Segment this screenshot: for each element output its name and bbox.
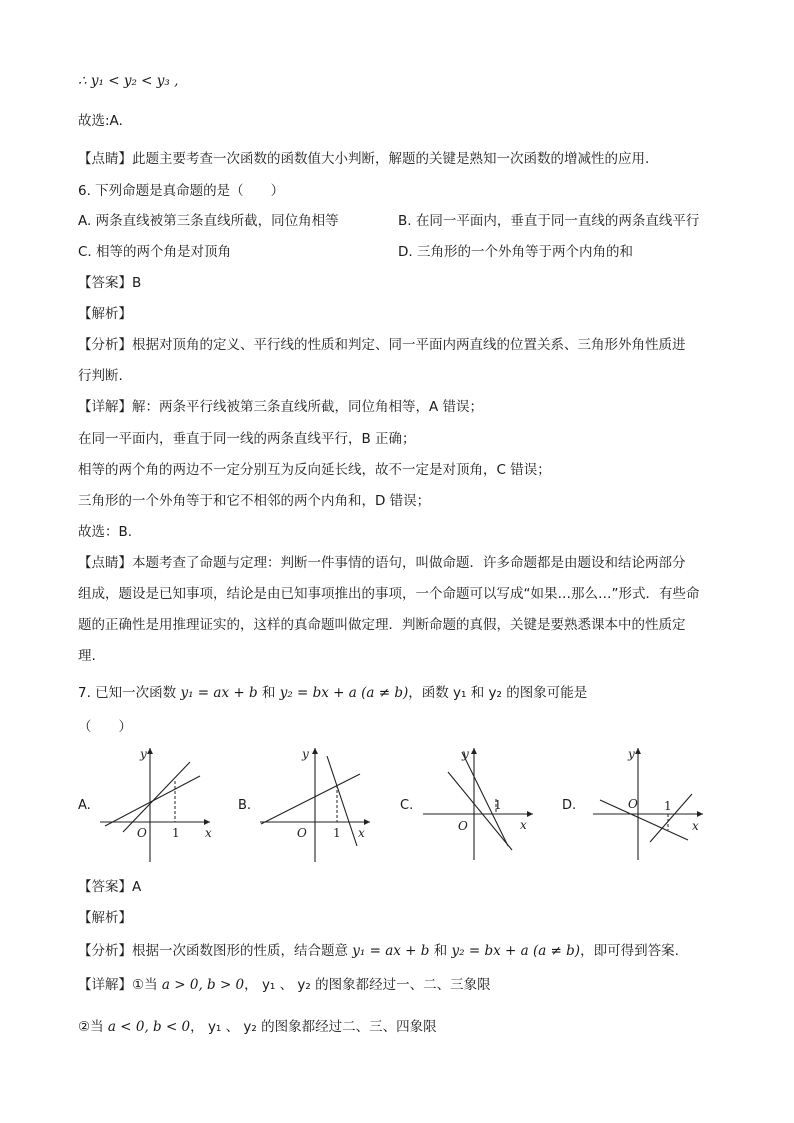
q6-analysis-head: 【解析】 bbox=[78, 306, 132, 322]
q7-func1: y₁ = ax + b bbox=[180, 685, 258, 701]
dianjing-note: 【点睛】此题主要考查一次函数的函数值大小判断，解题的关键是熟知一次函数的增减性的应用. bbox=[78, 151, 650, 167]
q7-answer: 【答案】A bbox=[78, 879, 142, 895]
origin-label: O bbox=[137, 826, 147, 840]
q6-dianjing-1: 【点睛】本题考查了命题与定理：判断一件事情的语句，叫做命题．许多命题都是由题设和结论两部分 bbox=[78, 555, 686, 571]
line-y1 bbox=[600, 800, 688, 840]
y-label: y bbox=[302, 747, 309, 761]
q7-detail-1-cond: a > 0, b > 0 bbox=[161, 977, 245, 993]
x-label: x bbox=[358, 826, 365, 840]
q6-detail-4: 三角形的一个外角等于和它不相邻的两个内角和，D 错误； bbox=[78, 493, 431, 509]
graph-b bbox=[255, 742, 375, 864]
q6-option-c: C. 相等的两个角是对顶角 bbox=[78, 244, 232, 260]
q6-option-a: A. 两条直线被第三条直线所截，同位角相等 bbox=[78, 213, 339, 229]
q7-stem bbox=[78, 684, 587, 702]
tick-one-label: 1 bbox=[494, 798, 502, 812]
origin-label: O bbox=[297, 826, 307, 840]
q6-detail-1: 【详解】解：两条平行线被第三条直线所截，同位角相等，A 错误； bbox=[78, 399, 484, 415]
tick-one-label: 1 bbox=[172, 826, 180, 840]
q7-detail-2 bbox=[78, 1018, 437, 1036]
x-label: x bbox=[520, 818, 527, 832]
q7-stem-pre: 7. 已知一次函数 bbox=[78, 685, 181, 701]
q6-fenxi-2: 行判断. bbox=[78, 368, 123, 384]
q7-paren: （ ） bbox=[78, 719, 132, 735]
q7-fenxi bbox=[78, 942, 679, 960]
line-y1 bbox=[448, 772, 512, 850]
tick-one-label: 1 bbox=[664, 799, 672, 813]
q6-fenxi-1: 【分析】根据对顶角的定义、平行线的性质和判定、同一平面内两直线的位置关系、三角形外角性质进 bbox=[78, 337, 686, 353]
origin-label: O bbox=[628, 797, 638, 811]
q7-fenxi-post: ，即可得到答案. bbox=[580, 943, 679, 959]
q6-option-d: D. 三角形的一个外角等于两个内角的和 bbox=[398, 244, 633, 260]
q6-detail-2: 在同一平面内，垂直于同一线的两条直线平行，B 正确； bbox=[78, 431, 416, 447]
q7-detail-2-pre: ②当 bbox=[78, 1019, 108, 1035]
q7-detail-1 bbox=[78, 976, 491, 994]
q7-detail-2-post: ， y₁ 、 y₂ 的图象都经过二、三、四象限 bbox=[190, 1019, 437, 1035]
q7-detail-1-post: ， y₁ 、 y₂ 的图象都经过一、二、三象限 bbox=[244, 977, 491, 993]
graph-d-label: D. bbox=[562, 798, 577, 813]
graph-c-label: C. bbox=[400, 798, 414, 813]
x-label: x bbox=[692, 819, 699, 833]
y-label: y bbox=[140, 747, 147, 761]
q7-fenxi-and: 和 bbox=[429, 943, 452, 959]
y-label: y bbox=[462, 747, 469, 761]
line-y2 bbox=[327, 756, 357, 846]
graph-a-label: A. bbox=[78, 798, 91, 813]
origin-label: O bbox=[458, 819, 468, 833]
q6-option-b: B. 在同一平面内，垂直于同一直线的两条直线平行 bbox=[398, 213, 700, 229]
q7-fenxi-pre: 【分析】根据一次函数图形的性质，结合题意 bbox=[78, 943, 353, 959]
q7-fenxi-f2: y₂ = bx + a (a ≠ b) bbox=[451, 943, 581, 959]
q7-fenxi-f1: y₁ = ax + b bbox=[352, 943, 430, 959]
graph-d bbox=[588, 742, 708, 864]
q7-analysis-head: 【解析】 bbox=[78, 910, 132, 926]
x-label: x bbox=[205, 826, 212, 840]
q7-stem-post: ，函数 y₁ 和 y₂ 的图象可能是 bbox=[408, 685, 588, 701]
graph-a bbox=[95, 742, 215, 864]
q6-dianjing-4: 理. bbox=[78, 648, 96, 664]
q6-answer: 【答案】B bbox=[78, 275, 142, 291]
q7-detail-2-cond: a < 0, b < 0 bbox=[107, 1019, 191, 1035]
y-label: y bbox=[628, 747, 635, 761]
q6-detail-5: 故选：B. bbox=[78, 524, 133, 540]
graph-c bbox=[418, 742, 538, 864]
tick-one-label: 1 bbox=[333, 826, 341, 840]
q7-detail-1-pre: 【详解】①当 bbox=[78, 977, 162, 993]
q6-stem: 6. 下列命题是真命题的是（ ） bbox=[78, 183, 285, 199]
q6-detail-3: 相等的两个角的两边不一定分别互为反向延长线，故不一定是对顶角，C 错误； bbox=[78, 462, 551, 478]
q6-dianjing-2: 组成，题设是已知事项，结论是由已知事项推出的事项，一个命题可以写成“如果…那么…”形式．有些命 bbox=[78, 586, 700, 602]
therefore-line: ∴ y₁ < y₂ < y₃ , bbox=[78, 73, 179, 89]
graph-b-label: B. bbox=[238, 798, 252, 813]
q7-stem-and: 和 bbox=[257, 685, 280, 701]
choose-answer-a: 故选:A. bbox=[78, 113, 123, 129]
q6-dianjing-3: 题的正确性是用推理证实的，这样的真命题叫做定理．判断命题的真假，关键是要熟悉课本中的性质定 bbox=[78, 617, 686, 633]
q7-func2: y₂ = bx + a (a ≠ b) bbox=[279, 685, 409, 701]
line-y1 bbox=[261, 774, 360, 824]
